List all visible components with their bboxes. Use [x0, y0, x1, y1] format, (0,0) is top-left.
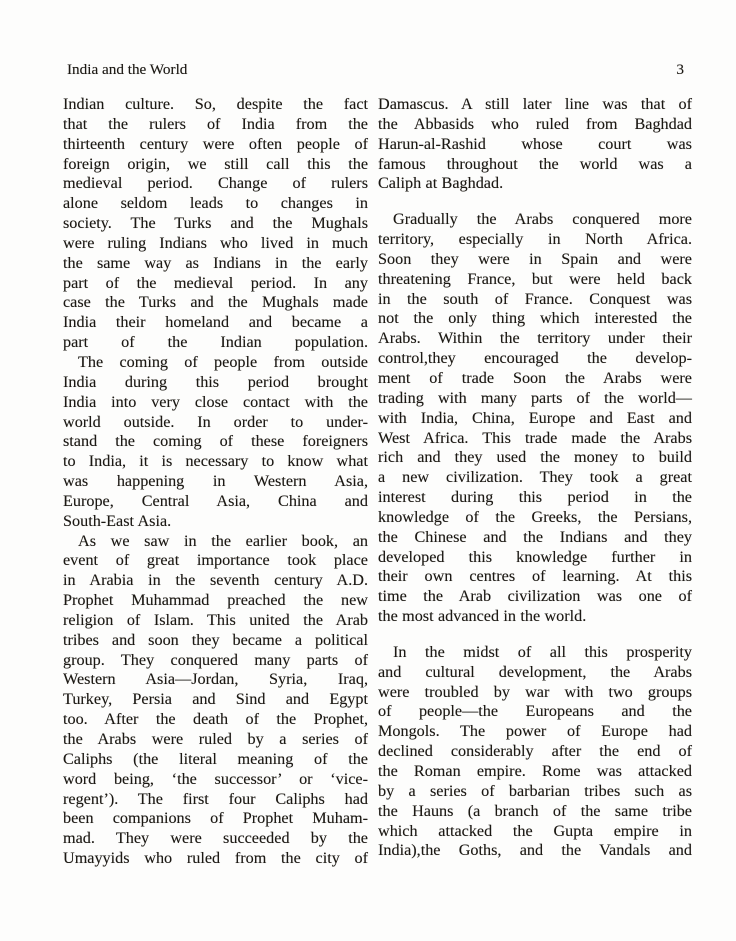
- paragraph: [63, 353, 368, 532]
- text-line: foreign origin, we still call this the: [63, 154, 368, 173]
- text-line: time the Arab civilization was one of: [378, 587, 692, 606]
- text-line: Damascus. A still later line was that of: [378, 95, 692, 113]
- text-line: were ruling Indians who lived in much: [63, 233, 368, 252]
- text-line: In the midst of all this prosperity: [393, 642, 692, 661]
- text-line: the Roman empire. Rome was attacked: [378, 762, 692, 780]
- text-columns: [63, 95, 692, 869]
- text-line: trading with many parts of the world—: [378, 388, 692, 407]
- text-line: in the south of France. Conquest was: [378, 289, 692, 308]
- text-line: Umayyids who ruled from the city of: [63, 849, 368, 868]
- text-line: medieval period. Change of rulers: [63, 174, 368, 193]
- text-line: Mongols. The power of Europe had: [378, 722, 692, 741]
- text-line: As we saw in the earlier book, an: [78, 531, 368, 550]
- text-line: South-East Asia.: [63, 511, 172, 530]
- text-line: interest during this period in the: [378, 488, 692, 507]
- text-line: India),the Goths, and the Vandals and: [378, 841, 692, 860]
- text-line: a new civilization. They took a great: [378, 468, 692, 487]
- text-line: society. The Turks and the Mughals: [63, 214, 368, 233]
- text-line: control,they encouraged the develop-: [378, 349, 692, 368]
- text-line: which attacked the Gupta empire in: [378, 821, 692, 840]
- paragraph: [378, 210, 692, 627]
- text-line: ment of trade Soon the Arabs were: [378, 368, 692, 387]
- text-line: stand the coming of these foreigners: [63, 432, 368, 451]
- paragraph: [63, 532, 368, 869]
- text-line: were troubled by war with two groups: [378, 682, 692, 701]
- page-number: 3: [676, 61, 684, 78]
- text-line: of people—the Europeans and the: [378, 702, 692, 721]
- text-line: event of great importance took place: [63, 551, 368, 570]
- text-line: part of the medieval period. In any: [63, 273, 368, 292]
- paragraph: [378, 643, 692, 861]
- text-line: religion of Islam. This united the Arab: [63, 610, 368, 629]
- text-line: part of the Indian population.: [63, 333, 368, 352]
- text-line: by a series of barbarian tribes such as: [378, 781, 692, 800]
- text-line: the Abbasids who ruled from Baghdad: [378, 114, 692, 133]
- text-line: India their homeland and became a: [63, 313, 368, 332]
- text-line: knowledge of the Greeks, the Persians,: [378, 507, 692, 526]
- text-line: declined considerably after the end of: [378, 742, 692, 761]
- right-column: [378, 95, 692, 869]
- text-line: been companions of Prophet Muham-: [63, 809, 368, 828]
- text-line: the most advanced in the world.: [378, 607, 587, 626]
- running-title: India and the World: [67, 61, 188, 78]
- text-line: word being, ‘the successor’ or ‘vice-: [63, 769, 368, 788]
- paragraph: [378, 95, 692, 194]
- text-line: India into very close contact with the: [63, 392, 368, 411]
- text-line: thirteenth century were often people of: [63, 134, 368, 153]
- text-line: too. After the death of the Prophet,: [63, 710, 368, 729]
- text-line: the Chinese and the Indians and they: [378, 527, 692, 546]
- left-column: [63, 95, 368, 869]
- text-line: Soon they were in Spain and were: [378, 249, 692, 268]
- text-line: was happening in Western Asia,: [63, 472, 368, 491]
- text-line: rich and they used the money to build: [378, 448, 692, 467]
- text-line: not the only thing which interested the: [378, 309, 692, 328]
- text-line: territory, especially in North Africa.: [378, 230, 692, 249]
- text-line: Caliphs (the literal meaning of the: [63, 749, 368, 768]
- text-line: with India, China, Europe and East and: [378, 408, 692, 427]
- text-line: West Africa. This trade made the Arabs: [378, 428, 692, 447]
- text-line: Turkey, Persia and Sind and Egypt: [63, 690, 368, 709]
- text-line: tribes and soon they became a political: [63, 630, 368, 649]
- page-header: [67, 61, 684, 79]
- text-line: Harun-al-Rashid whose court was: [378, 134, 692, 153]
- paragraph: [63, 95, 368, 353]
- text-line: threatening France, but were held back: [378, 269, 692, 288]
- text-line: alone seldom leads to changes in: [63, 194, 368, 213]
- text-line: India during this period brought: [63, 372, 368, 391]
- text-line: Europe, Central Asia, China and: [63, 491, 368, 510]
- text-line: famous throughout the world was a: [378, 154, 692, 173]
- text-line: regent’). The first four Caliphs had: [63, 789, 368, 808]
- text-line: and cultural development, the Arabs: [378, 662, 692, 681]
- text-line: their own centres of learning. At this: [378, 567, 692, 586]
- text-line: developed this knowledge further in: [378, 547, 692, 566]
- text-line: in Arabia in the seventh century A.D.: [63, 571, 368, 590]
- text-line: Caliph at Baghdad.: [378, 174, 504, 193]
- text-line: the Arabs were ruled by a series of: [63, 730, 368, 748]
- text-line: group. They conquered many parts of: [63, 650, 368, 669]
- text-line: the same way as Indians in the early: [63, 253, 368, 272]
- text-line: Arabs. Within the territory under their: [378, 329, 692, 348]
- text-line: to India, it is necessary to know what: [63, 452, 368, 471]
- text-line: that the rulers of India from the: [63, 114, 368, 133]
- text-line: The coming of people from outside: [78, 352, 368, 371]
- text-line: Prophet Muhammad preached the new: [63, 591, 368, 610]
- text-line: the Hauns (a branch of the same tribe: [378, 801, 692, 820]
- text-line: case the Turks and the Mughals made: [63, 293, 368, 312]
- text-line: Indian culture. So, despite the fact: [63, 95, 368, 113]
- text-line: Gradually the Arabs conquered more: [393, 210, 692, 229]
- text-line: Western Asia—Jordan, Syria, Iraq,: [63, 670, 368, 689]
- text-line: mad. They were succeeded by the: [63, 829, 368, 848]
- text-line: world outside. In order to under-: [63, 412, 368, 431]
